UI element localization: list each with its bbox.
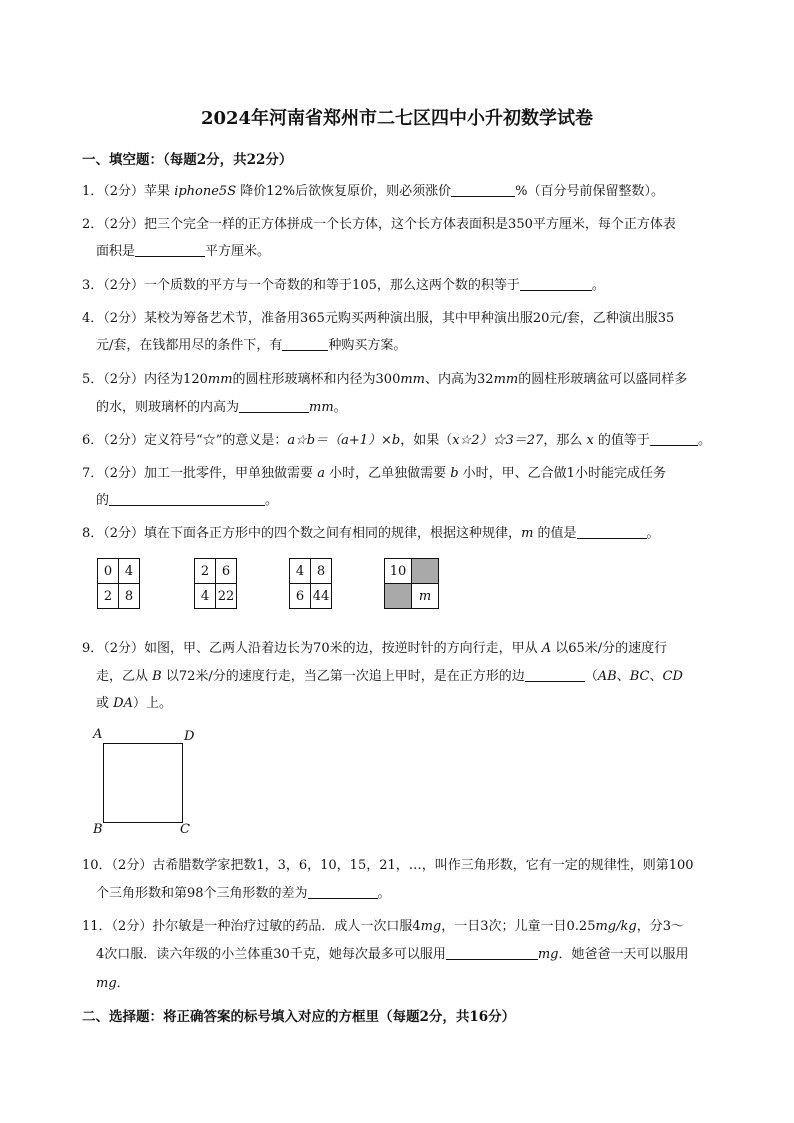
question-text: 走，乙从 [96,669,153,684]
question-11 [82,915,684,934]
grid-cell: 22 [216,584,237,609]
question-number: 4． [82,311,104,326]
question-11-cont2 [96,972,130,991]
question-text: （2分）定义符号“☆”的意义是： [103,433,288,448]
grid-cell: m [412,584,439,609]
question-9-cont2 [96,692,172,711]
question-text: 的 [96,493,110,508]
variable: BC [629,669,650,684]
question-text: 降价12%后欲恢复原价，则必须涨价 [236,184,452,199]
question-number: 1． [82,184,104,199]
grid-cell: 2 [195,559,216,584]
question-text: %（百分号前保留整数）。 [515,184,664,199]
question-text: （ [584,669,598,684]
question-10 [82,854,694,873]
question-1 [82,180,664,199]
question-9 [82,637,667,656]
answer-blank[interactable] [525,669,585,682]
variable: CD [662,669,683,684]
unit: mg/kg [595,919,637,934]
question-5-cont [96,396,347,415]
formula: a☆b＝（a+1）×b [287,433,401,448]
question-text: 小时，乙单独做需要 [324,466,451,481]
question-5 [82,368,687,387]
question-2 [82,213,676,232]
question-text: 。 [646,526,660,541]
question-text: ．她爸爸一天可以服用 [558,947,689,962]
answer-blank[interactable] [520,278,592,291]
variable: AB [597,669,617,684]
variable: x [586,433,594,448]
question-10-cont [96,882,391,901]
question-text: （2分）苹果 [103,184,175,199]
question-number: 6． [82,433,104,448]
grid-cell: 0 [98,559,119,584]
section-heading-multiple-choice: 二、选择题：将正确答案的标号填入对应的方框里（每题2分，共16分） [82,1009,516,1025]
grid-cell: 10 [385,559,412,584]
number-grid-1 [97,558,140,609]
question-text: 4次口服．读六年级的小兰体重30千克，她每次最多可以服用 [96,947,446,962]
question-term: iphone5S [174,184,237,199]
grid-cell: 6 [216,559,237,584]
answer-blank[interactable] [308,886,378,899]
question-text: ，分3～ [636,919,684,934]
question-text: ，一日3次；儿童一日0.25 [441,919,596,934]
square-diagram [103,743,183,823]
answer-blank[interactable] [650,433,698,446]
question-text: 元/套，在钱都用尽的条件下，有 [96,338,283,353]
question-text: （2分）内径为120 [103,372,208,387]
variable: DA [113,696,133,711]
vertex-label-b: B [93,822,103,837]
question-11-cont [96,943,689,962]
answer-blank[interactable] [239,400,309,413]
question-text: 的水，则玻璃杯的内高为 [96,400,240,415]
question-text: （2分）扑尔敏是一种治疗过敏的药品．成人一次口服4 [111,919,421,934]
question-text: 种购买方案。 [328,338,407,353]
question-text: ，如果（ [400,433,453,448]
answer-blank[interactable] [451,184,515,197]
unit: mm [309,400,334,415]
answer-blank[interactable] [577,526,647,539]
question-text: 面积是 [96,244,136,259]
unit: mg [537,947,559,962]
formula: x☆2）☆3＝27 [452,433,544,448]
question-number: 2． [82,217,104,232]
question-9-cont [96,665,683,684]
question-text: 、内高为32 [425,372,494,387]
question-text: ）上。 [132,696,172,711]
question-number: 5． [82,372,104,387]
page-title: 2024年河南省郑州市二七区四中小升初数学试卷 [200,108,594,129]
question-number: 3． [82,278,104,293]
grid-cell: 8 [311,559,332,584]
question-number: 10． [82,858,112,873]
question-text: ，那么 [543,433,587,448]
question-number: 11． [82,919,112,934]
question-text: 小时，甲、乙合做1小时能完成任务 [458,466,666,481]
grid-cell: 2 [98,584,119,609]
vertex-label-d: D [184,729,195,744]
question-text: 。 [591,278,605,293]
variable: B [152,669,162,684]
question-7 [82,462,666,481]
question-text: （2分）一个质数的平方与一个奇数的和等于105，那么这两个数的积等于 [103,278,520,293]
question-text: 。 [377,886,391,901]
question-number: 8． [82,526,104,541]
unit: mm [207,372,233,387]
answer-blank[interactable] [135,244,205,257]
question-text: （2分）加工一批零件，甲单独做需要 [103,466,318,481]
question-text: 。 [697,433,711,448]
question-number: 7． [82,466,104,481]
grid-cell: 4 [290,559,311,584]
question-text: 个三角形数和第98个三角形数的差为 [96,886,308,901]
grid-cell: 4 [195,584,216,609]
number-grid-2 [194,558,237,609]
question-text: （2分）如图，甲、乙两人沿着边长为70米的边，按逆时针的方向行走，甲从 [103,641,542,656]
question-text: （2分）古希腊数学家把数1，3，6，10，15，21，…，叫作三角形数，它有一定的规律性，则第100 [111,858,694,873]
unit: mm [400,372,426,387]
question-4 [82,307,674,326]
variable: a [317,466,325,481]
question-2-cont [96,240,270,259]
question-text: 。 [265,493,279,508]
question-text: 、 [616,669,630,684]
unit: mg [96,976,117,991]
question-text: 的圆柱形玻璃盆可以盛同样多 [518,372,688,387]
variable: m [521,526,534,541]
question-3 [82,274,605,293]
question-text: （2分）把三个完全一样的正方体拼成一个长方体，这个长方体表面积是350平方厘米，每个正方体表 [103,217,676,232]
question-7-cont [96,489,278,508]
question-text: 的圆柱形玻璃杯和内径为300 [232,372,401,387]
grid-cell: 6 [290,584,311,609]
number-grid-3 [289,558,332,609]
vertex-label-a: A [93,727,103,742]
question-text: （2分）某校为筹备艺术节，准备用365元购买两种演出服，其中甲种演出服20元/套，乙种演出服35 [103,311,675,326]
question-text: 、 [649,669,663,684]
grid-cell-shaded [385,584,412,609]
question-text: （2分）填在下面各正方形中的四个数之间有相同的规律，根据这种规律， [103,526,522,541]
question-text: 。 [333,400,347,415]
grid-cell: 44 [311,584,332,609]
question-text: 以72米/分的速度行走，当乙第一次追上甲时，是在正方形的边 [161,669,525,684]
question-number: 9． [82,641,104,656]
question-text: 的值是 [533,526,577,541]
section-heading-fill-blank: 一、填空题：（每题2分，共22分） [82,152,293,168]
grid-cell: 8 [119,584,140,609]
variable: b [450,466,459,481]
variable: A [541,641,552,656]
question-text: 平方厘米。 [205,244,271,259]
unit: mg [420,919,442,934]
unit: mm [493,372,519,387]
question-text: ． [116,976,130,991]
answer-blank[interactable] [109,493,265,506]
number-grid-4 [384,558,439,609]
question-text: 以65米/分的速度行 [551,641,668,656]
vertex-label-c: C [180,822,190,837]
question-8 [82,522,660,541]
answer-blank[interactable] [446,947,538,960]
grid-cell: 4 [119,559,140,584]
grid-cell-shaded [412,559,439,584]
question-6 [82,429,711,448]
answer-blank[interactable] [282,338,328,351]
question-text: 的值等于 [593,433,650,448]
question-4-cont [96,334,406,353]
question-text: 或 [96,696,114,711]
